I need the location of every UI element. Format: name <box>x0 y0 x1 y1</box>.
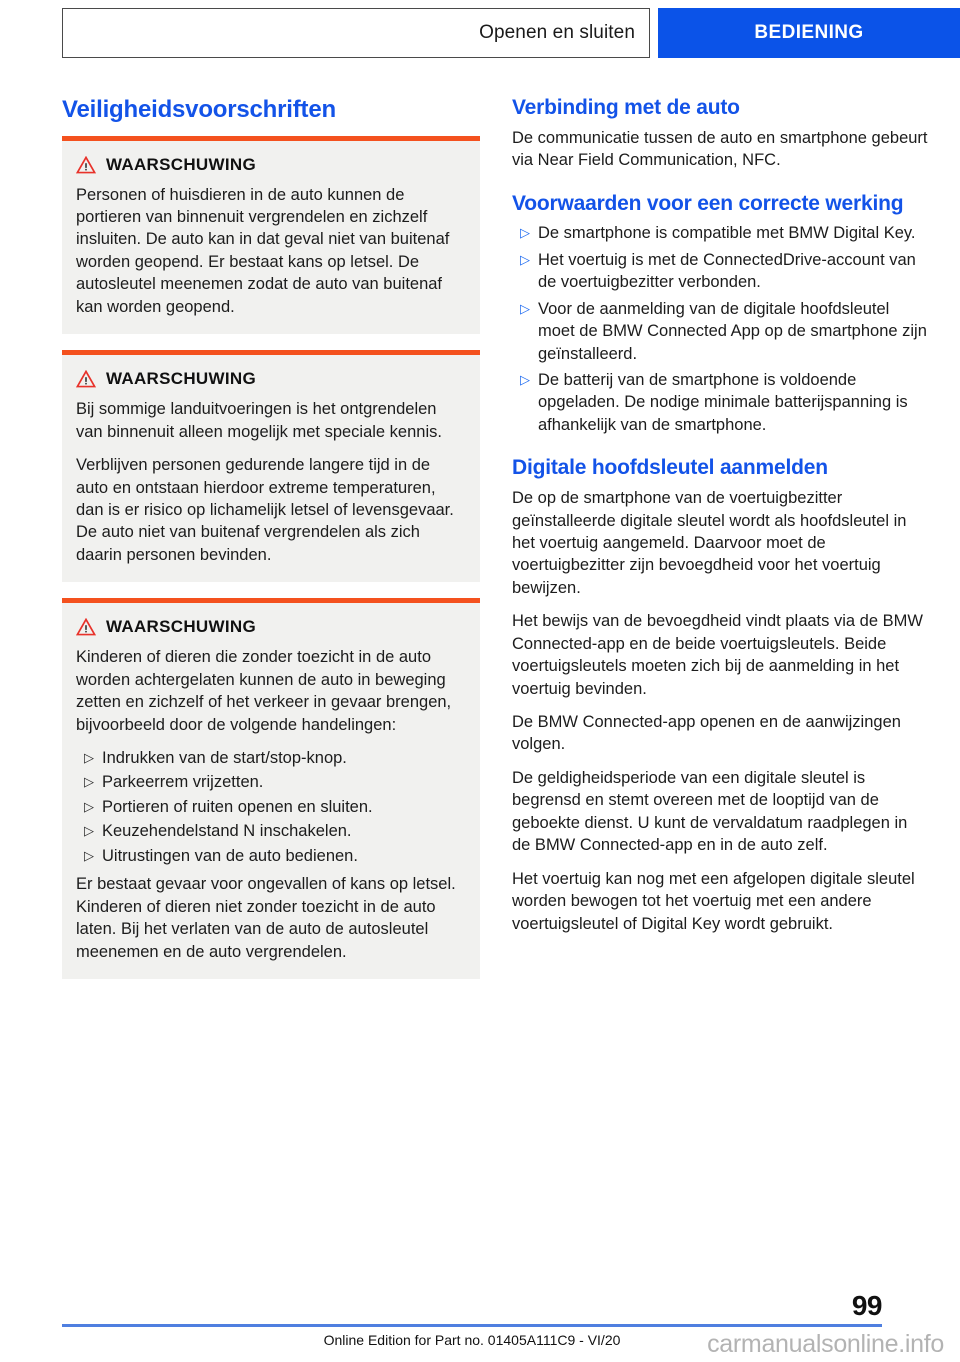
header-section-label: BEDIENING <box>754 22 864 43</box>
bullet-triangle-icon: ▷ <box>84 774 94 790</box>
warning-triangle-icon <box>76 156 96 174</box>
list-item-label: Uitrustingen van de auto bedienen. <box>102 846 358 865</box>
warning-list <box>62 141 480 979</box>
bullet-triangle-icon: ▷ <box>84 798 94 814</box>
list-item <box>76 820 466 842</box>
warning-paragraph: Bij sommige landuitvoeringen is het ontgrendelen van binnenuit alleen mogelijk met speciale kennis. <box>76 400 442 441</box>
list-item <box>76 845 466 867</box>
bullet-triangle-icon: ▷ <box>520 300 530 316</box>
footer-edition-text: Online Edition for Part no. 01405A111C9 - VI/20 <box>323 1332 621 1348</box>
warning-separator-gap <box>62 334 480 350</box>
warning-bullet-list <box>76 747 466 867</box>
list-item-label: Keuzehendelstand N inschakelen. <box>102 822 352 841</box>
body-paragraph: Het bewijs van de bevoegdheid vindt plaats via de BMW Connected-app en de beide voertuigsleutels. Beide voertuigsleutels moeten zich bij de aanmelding in het voertuig bevinden. <box>512 612 923 698</box>
list-item-label: De batterij van de smartphone is voldoende opgeladen. De nodige minimale batterijspanning is afhankelijk van de smartphone. <box>538 371 908 434</box>
footer-divider-rule <box>62 1324 882 1327</box>
warning-triangle-icon <box>76 370 96 388</box>
header-section-tab[interactable] <box>658 8 960 58</box>
warning-paragraph: Verblijven personen gedurende langere tijd in de auto en ontstaan hierdoor extreme temperaturen, dan is er risico op lichamelijk letsel of levensgevaar. De auto niet van buitenaf vergrendelen als zich daarin personen bevinden. <box>76 456 454 564</box>
warning-paragraph: Personen of huisdieren in de auto kunnen de portieren van binnenuit vergrendelen en zichzelf insluiten. De auto kan in dat geval niet van buitenaf worden geopend. Er bestaat kans op letsel. De autosleutel meenemen zodat de auto van buitenaf kan worden geopend. <box>76 185 450 316</box>
section-heading: Verbinding met de auto <box>512 96 740 119</box>
list-item-label: Voor de aanmelding van de digitale hoofdsleutel moet de BMW Connected App op de smartphone zijn geïnstalleerd. <box>538 299 927 363</box>
left-column <box>62 96 480 979</box>
body-paragraph: De communicatie tussen de auto en smartphone gebeurt via Near Field Communication, NFC. <box>512 128 928 170</box>
section-heading: Digitale hoofdsleutel aanmelden <box>512 456 828 480</box>
list-item-label: Portieren of ruiten openen en sluiten. <box>102 797 373 816</box>
header-chapter-tab[interactable] <box>62 8 650 58</box>
body-paragraph: De geldigheidsperiode van een digitale sleutel is begrensd en stemt overeen met de looptijd van de geboekte dienst. U kunt de vervaldatum raadplegen in de BMW Connected-app en in de auto zelf. <box>512 768 908 855</box>
header-chapter-label: Openen en sluiten <box>479 22 635 43</box>
warning-header <box>76 155 466 175</box>
bullet-triangle-icon: ▷ <box>84 847 94 863</box>
warning-separator-gap <box>62 582 480 598</box>
right-column <box>512 96 930 979</box>
list-item-label: Indrukken van de start/stop-knop. <box>102 749 347 768</box>
requirements-bullet-list <box>512 222 930 436</box>
section-heading: Voorwaarden voor een correcte werking <box>512 191 904 215</box>
warning-header <box>76 369 466 389</box>
list-item-label: Parkeerrem vrijzetten. <box>102 773 264 792</box>
list-item-label: Het voertuig is met de ConnectedDrive-account van de voertuigbezitter verbonden. <box>538 250 916 292</box>
warning-paragraph: Kinderen of dieren die zonder toezicht in de auto worden achtergelaten kunnen de auto in beweging zetten en zichzelf of het verkeer in gevaar brengen, bijvoorbeeld door de volgende handelingen: <box>76 648 452 734</box>
right-content-blocks <box>512 96 930 935</box>
body-paragraph: De BMW Connected-app openen en de aanwijzingen volgen. <box>512 713 901 754</box>
page-title: Veiligheidsvoorschriften <box>62 96 336 123</box>
watermark-text: carmanualsonline.info <box>707 1330 944 1358</box>
warning-triangle-icon <box>76 618 96 636</box>
warning-box <box>62 141 480 335</box>
page-content <box>62 96 944 979</box>
list-item <box>76 747 466 769</box>
bullet-triangle-icon: ▷ <box>520 225 530 241</box>
page-number: 99 <box>851 1290 882 1321</box>
list-item <box>512 222 930 244</box>
list-item <box>512 298 930 365</box>
warning-label: WAARSCHUWING <box>106 617 256 637</box>
warning-label: WAARSCHUWING <box>106 154 256 174</box>
warning-header <box>76 617 466 637</box>
page-footer <box>62 1282 944 1362</box>
warning-paragraph: Er bestaat gevaar voor ongevallen of kans op letsel. Kinderen of dieren niet zonder toezicht in de auto laten. Bij het verlaten van de auto de autosleutel meenemen en de auto vergrendelen. <box>76 875 456 961</box>
warning-box <box>62 355 480 582</box>
list-item <box>512 249 930 294</box>
list-item <box>76 771 466 793</box>
bullet-triangle-icon: ▷ <box>84 823 94 839</box>
list-item <box>512 369 930 436</box>
body-paragraph: De op de smartphone van de voertuigbezitter geïnstalleerde digitale sleutel wordt als hoofdsleutel in het voertuig aangemeld. Daarvoor moet de voertuigbezitter zijn bevoegdheid voor het voertuig bewijzen. <box>512 489 907 597</box>
page-header <box>62 8 960 58</box>
bullet-triangle-icon: ▷ <box>520 251 530 267</box>
list-item <box>76 796 466 818</box>
bullet-triangle-icon: ▷ <box>84 750 94 766</box>
list-item-label: De smartphone is compatible met BMW Digital Key. <box>538 224 916 243</box>
bullet-triangle-icon: ▷ <box>520 372 530 388</box>
warning-box <box>62 603 480 979</box>
warning-label: WAARSCHUWING <box>106 369 256 389</box>
body-paragraph: Het voertuig kan nog met een afgelopen digitale sleutel worden bewogen tot het voertuig met een andere voertuigsleutel of Digital Key wordt gebruikt. <box>512 869 915 933</box>
